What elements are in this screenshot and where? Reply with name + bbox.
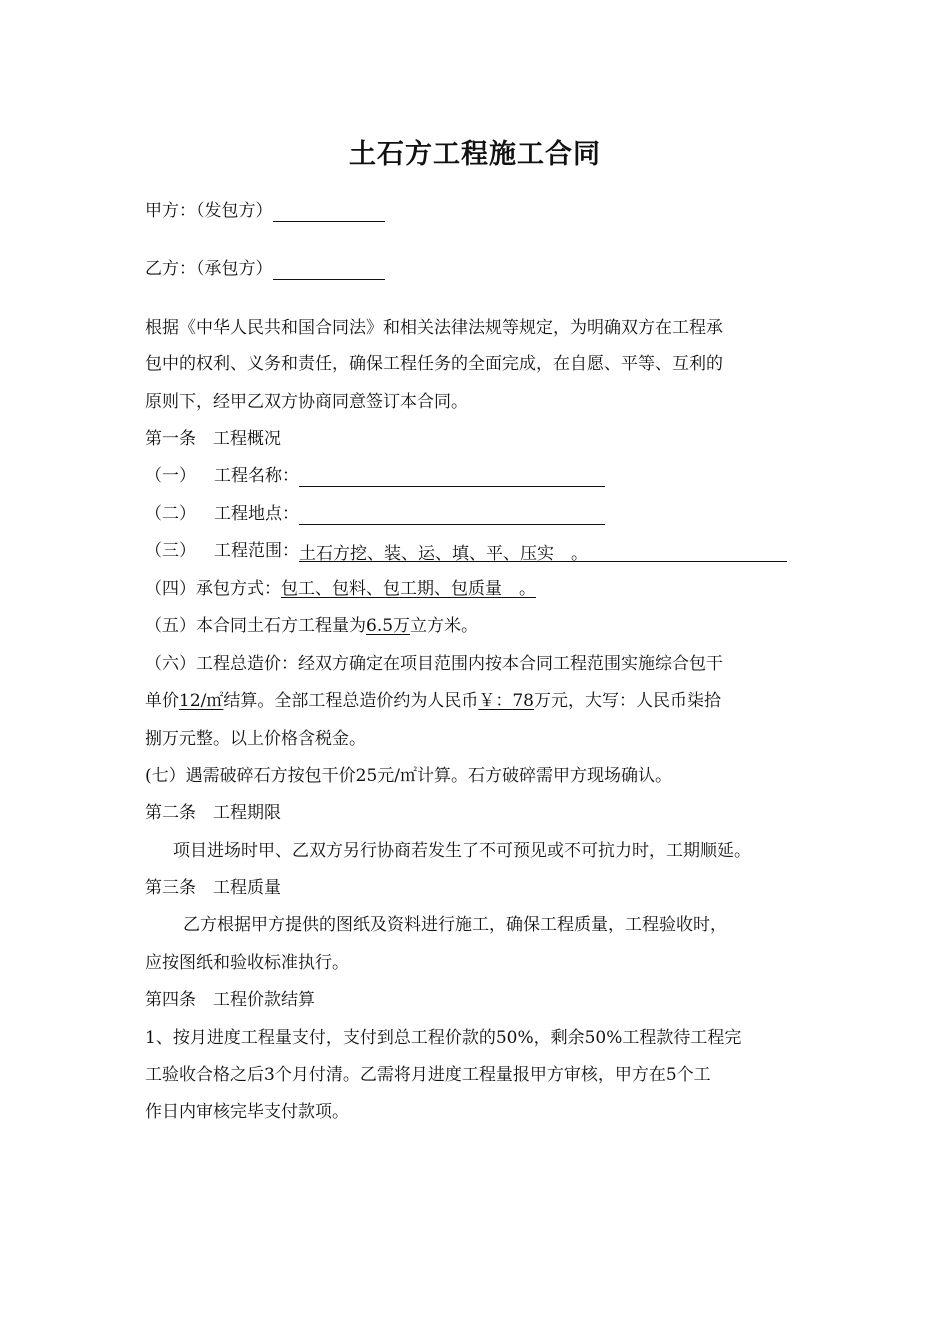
item-7-line: (七）遇需破碎石方按包干价25元/㎡计算。石方破碎需甲方现场确认。	[145, 766, 672, 786]
item-6-line-3: 捌万元整。以上价格含税金。	[145, 729, 366, 749]
item-6-line-1: （六）工程总造价：经双方确定在项目范围内按本合同工程范围实施综合包干	[145, 654, 723, 674]
contract-method-value: 包工、包料、包工期、包质量 。	[281, 579, 536, 599]
article-4-line-1: 1、按月进度工程量支付，支付到总工程价款的50%，剩余50%工程款待工程完	[145, 1028, 742, 1048]
article-3-heading: 第三条 工程质量	[145, 878, 281, 898]
item-2-line	[145, 503, 605, 525]
earthwork-volume-value: 6.5万	[366, 616, 411, 636]
item-6-line-2-suffix: 万元，大写：人民币柒拾	[534, 691, 721, 711]
unit-price-value: 12/㎡	[179, 691, 224, 711]
project-scope-field[interactable]	[299, 543, 787, 562]
party-a-line	[145, 200, 385, 222]
intro-line-1: 根据《中华人民共和国合同法》和相关法律法规等规定，为明确双方在工程承	[145, 318, 723, 338]
article-2-heading: 第二条 工程期限	[145, 803, 281, 823]
party-b-line	[145, 258, 385, 280]
party-a-blank[interactable]	[273, 203, 385, 222]
project-location-blank[interactable]	[299, 506, 605, 525]
article-4-heading: 第四条 工程价款结算	[145, 990, 315, 1010]
article-4-line-3: 作日内审核完毕支付款项。	[145, 1102, 349, 1122]
article-1-heading: 第一条 工程概况	[145, 429, 281, 449]
item-6-line-2-mid: 结算。全部工程总造价约为人民币	[223, 691, 479, 711]
project-name-blank[interactable]	[299, 468, 605, 487]
item-6-line-2-prefix: 单价	[145, 691, 179, 711]
intro-line-3: 原则下，经甲乙双方协商同意签订本合同。	[145, 392, 468, 412]
party-b-label: 乙方：（承包方）	[145, 259, 273, 279]
item-5-line	[145, 615, 478, 637]
item-4-line	[145, 578, 536, 600]
item-3-label: 工程范围：	[214, 541, 299, 561]
item-5-prefix: （五）本合同土石方工程量为	[145, 616, 366, 636]
intro-line-2: 包中的权利、义务和责任，确保工程任务的全面完成，在自愿、平等、互利的	[145, 354, 723, 374]
article-3-line-2: 应按图纸和验收标准执行。	[145, 953, 349, 973]
item-2-number: （二）	[145, 504, 196, 524]
article-3-line-1: 乙方根据甲方提供的图纸及资料进行施工，确保工程质量，工程验收时，	[183, 915, 727, 935]
project-scope-value: 土石方挖、装、运、填、平、压实 。	[299, 544, 588, 564]
party-b-blank[interactable]	[273, 261, 385, 280]
item-5-suffix: 立方米。	[410, 616, 479, 636]
item-4-label: （四）承包方式：	[145, 579, 281, 599]
item-6-line-2	[145, 690, 721, 712]
item-1-label: 工程名称：	[214, 466, 299, 486]
item-3-line	[145, 540, 787, 562]
item-1-line	[145, 465, 605, 487]
item-2-label: 工程地点：	[214, 504, 299, 524]
item-3-number: （三）	[145, 541, 196, 561]
article-4-line-2: 工验收合格之后3个月付清。乙需将月进度工程量报甲方审核，甲方在5个工	[145, 1065, 711, 1085]
total-price-value: ￥：78	[478, 691, 534, 711]
party-a-label: 甲方：（发包方）	[145, 201, 273, 221]
article-2-text: 项目进场时甲、乙双方另行协商若发生了不可预见或不可抗力时，工期顺延。	[173, 841, 751, 861]
contract-title: 土石方工程施工合同	[349, 139, 601, 170]
item-1-number: （一）	[145, 466, 196, 486]
